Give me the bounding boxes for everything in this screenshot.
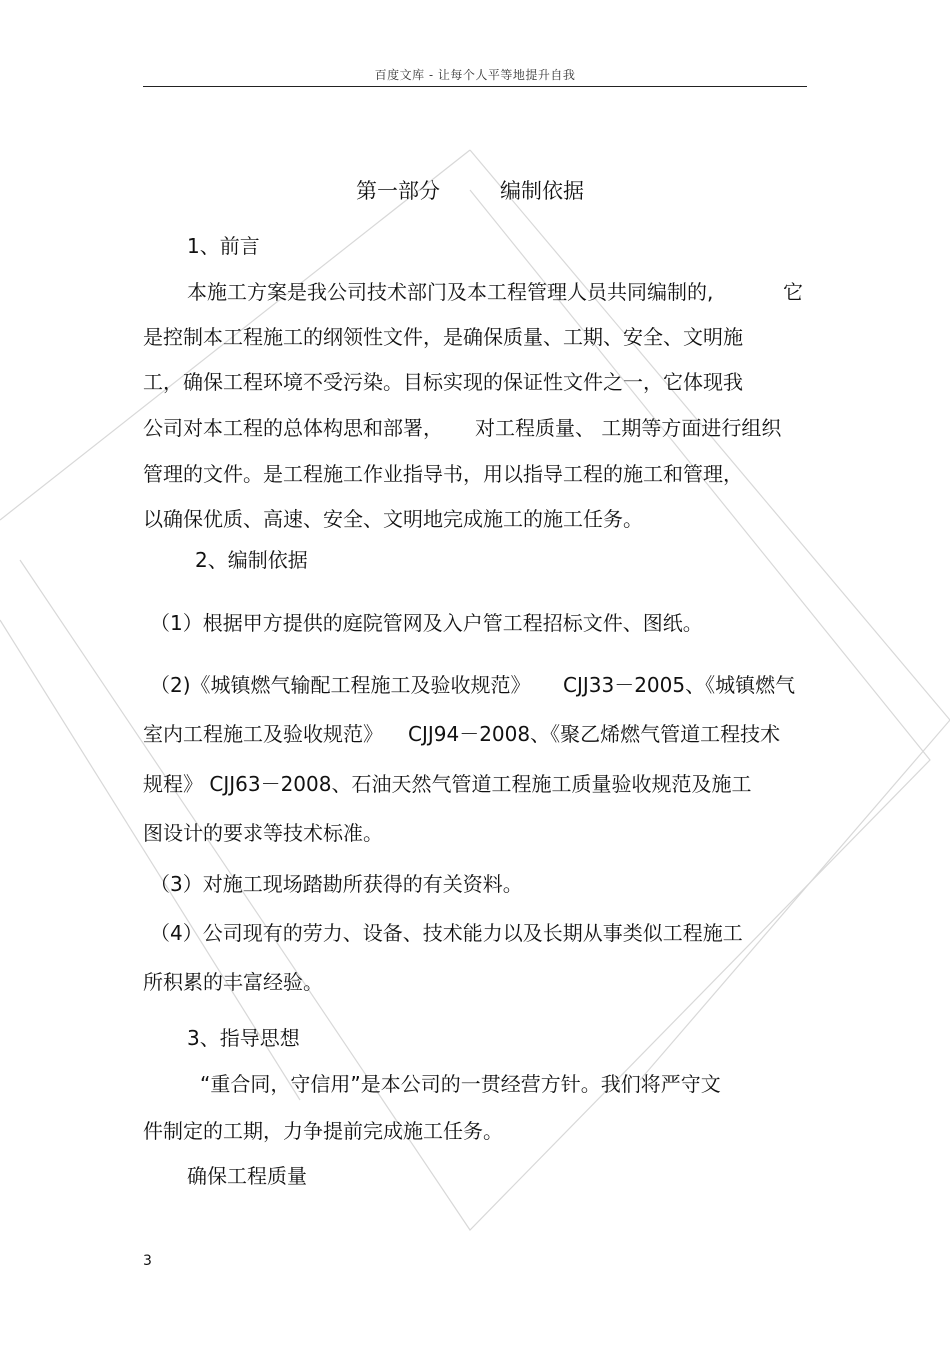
page-number: 3 [143,1253,152,1269]
paragraph-line: 公司对本工程的总体构思和部署， [143,416,443,440]
paragraph-line: 是控制本工程施工的纲领性文件，是确保质量、工期、安全、文明施 [143,325,743,349]
list-item: （4）公司现有的劳力、设备、技术能力以及长期从事类似工程施工 [150,921,743,945]
list-item: 图设计的要求等技术标准。 [143,821,383,845]
section-heading-preface: 1、前言 [187,234,260,258]
paragraph-line: 以确保优质、高速、安全、文明地完成施工的施工任务。 [143,507,643,531]
paragraph-line: 本施工方案是我公司技术部门及本工程管理人员共同编制的, [187,280,714,304]
paragraph-line: “重合同，守信用”是本公司的一贯经营方针。我们将严守文 [200,1072,721,1096]
section-heading-guiding: 3、指导思想 [187,1026,300,1050]
chapter-title: 编制依据 [500,179,584,203]
chapter-part-label: 第一部分 [356,179,440,203]
paragraph-line: 确保工程质量 [187,1164,307,1188]
page-header: 百度文库 - 让每个人平等地提升自我 [374,68,576,82]
list-item: （3）对施工现场踏勘所获得的有关资料。 [150,872,523,896]
list-item: （1）根据甲方提供的庭院管网及入户管工程招标文件、图纸。 [150,611,703,635]
paragraph-line: 它 [783,280,803,304]
list-item: CJJ33－2005、《城镇燃气 [563,673,796,697]
list-item: CJJ94－2008、《聚乙烯燃气管道工程技术 [408,722,781,746]
section-heading-basis: 2、编制依据 [195,548,308,572]
header-rule [143,86,807,87]
list-item: 规程》 CJJ63－2008、石油天然气管道工程施工质量验收规范及施工 [143,772,752,796]
paragraph-line: 工，确保工程环境不受污染。目标实现的保证性文件之一，它体现我 [143,370,743,394]
paragraph-line: 对工程质量、 工期等方面进行组织 [475,416,782,440]
list-item: 所积累的丰富经验。 [143,970,323,994]
list-item: （2)《城镇燃气输配工程施工及验收规范》 [150,673,531,697]
paragraph-line: 管理的文件。是工程施工作业指导书，用以指导工程的施工和管理， [143,462,743,486]
paragraph-line: 件制定的工期，力争提前完成施工任务。 [143,1119,503,1143]
list-item: 室内工程施工及验收规范》 [143,722,383,746]
